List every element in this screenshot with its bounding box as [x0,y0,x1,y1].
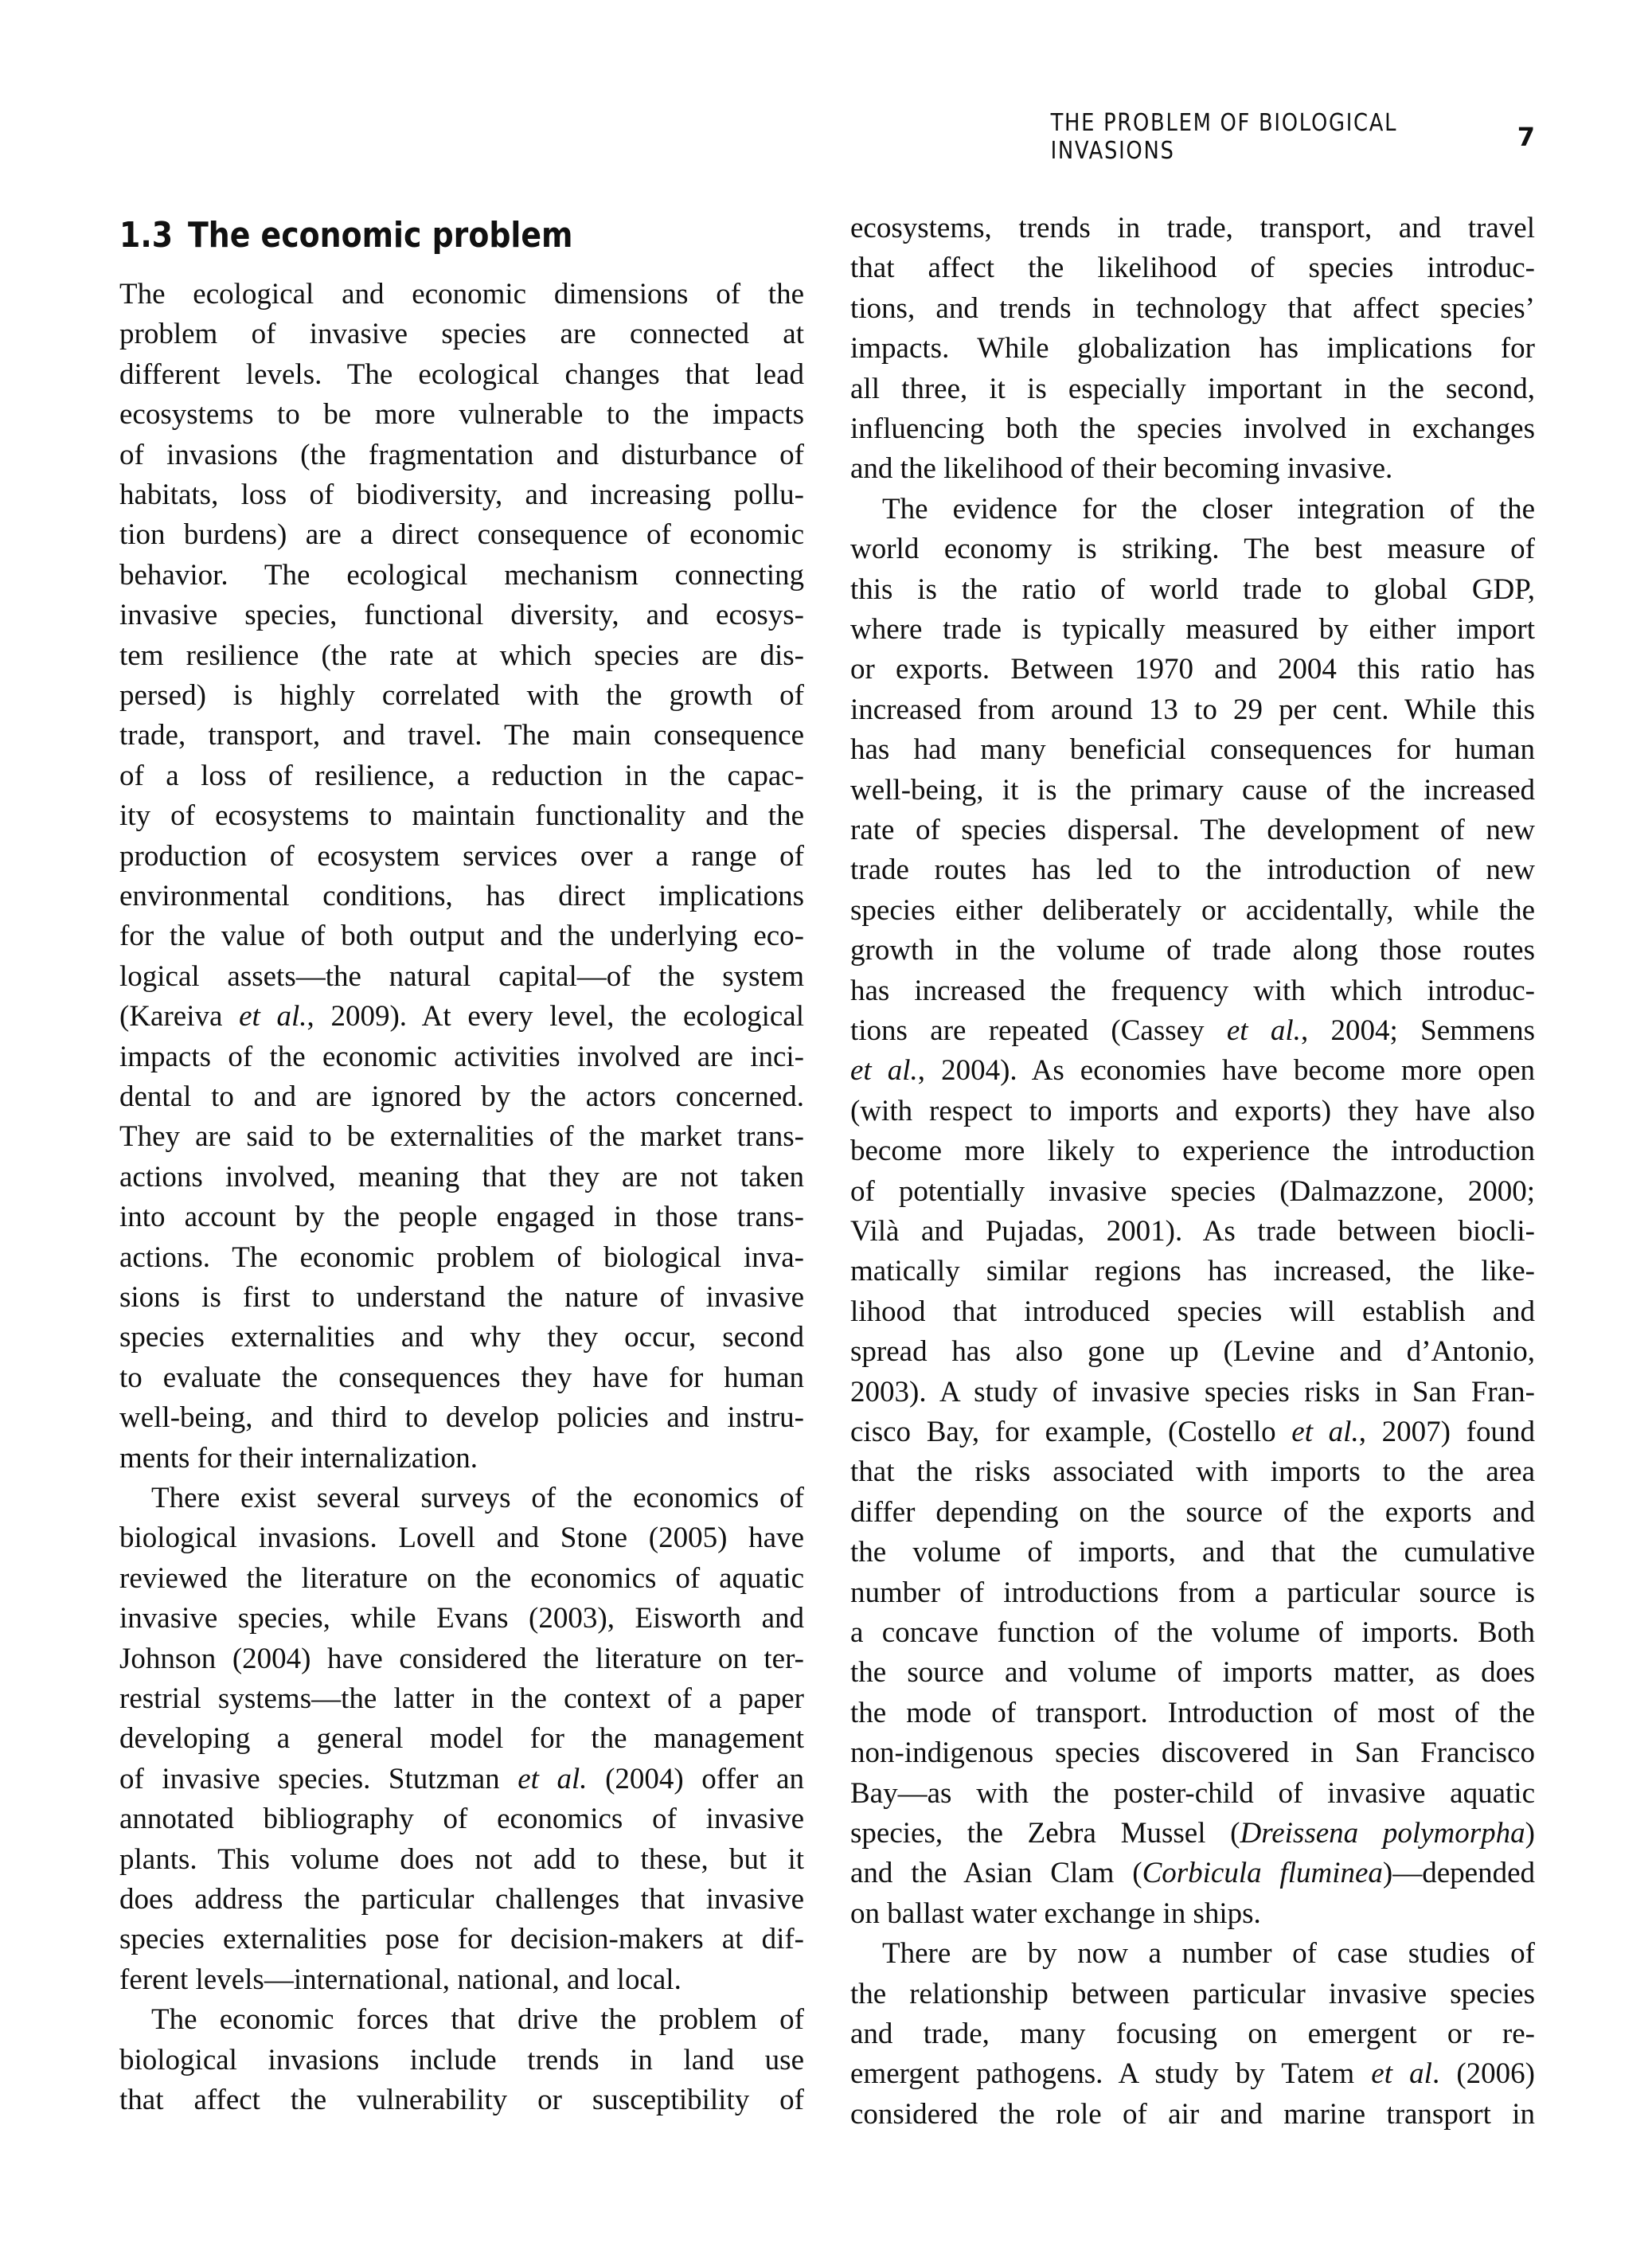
text-line [119,997,804,1037]
text-line: of a loss of resilience, a reduction in the capac- [119,759,804,792]
italic-run: et al. [850,1054,918,1088]
text-line: Johnson (2004) have considered the literature on ter- [119,1642,804,1675]
text-line: restrial systems—the latter in the context of a paper [119,1682,804,1715]
text-line: become more likely to experience the introduction [850,1135,1535,1168]
text-line: matically similar regions has increased, the like- [850,1255,1535,1288]
text-line: rate of species dispersal. The development of new [850,814,1535,846]
text-line: biological invasions include trends in land use [119,2043,804,2076]
text-line: ecosystems to be more vulnerable to the impacts [119,398,804,432]
text-run: (2004) offer an [587,1762,804,1795]
text-line: ity of ecosystems to maintain functionality and the [119,799,804,833]
text-line: influencing both the species involved in exchanges [850,412,1535,445]
text-run: and the Asian Clam ( [850,1857,1142,1890]
text-line: tem resilience (the rate at which species are dis- [119,639,804,672]
text-line: of invasions (the fragmentation and disturbance of [119,438,804,471]
text-line: tion burdens) are a direct consequence of economic [119,518,804,552]
text-line: that the risks associated with imports to the area [850,1455,1535,1489]
italic-run: et al. [239,1000,307,1033]
text-line: impacts of the economic activities involved are inci- [119,1040,804,1073]
text-line: considered the role of air and marine transport in [850,2097,1535,2131]
text-line: the source and volume of imports matter, as does [850,1656,1535,1690]
text-run: , 2004). As economies have become more open [917,1054,1536,1088]
text-line: that affect the vulnerability or susceptibility of [119,2084,804,2116]
text-line: differ depending on the source of the exports and [850,1495,1535,1529]
text-run: . (2006) [1431,2057,1536,2091]
section-heading [119,215,572,256]
text-line: to evaluate the consequences they have for human [119,1361,804,1394]
text-line: ferent levels—international, national, and local. [119,1963,681,1996]
text-line: into account by the people engaged in those trans- [119,1201,804,1234]
text-line: and trade, many focusing on emergent or re- [850,2018,1535,2050]
text-run: species, the Zebra Mussel ( [850,1817,1240,1850]
text-line: The evidence for the closer integration of the [882,492,1535,525]
text-run: , 2009). At every level, the ecological [307,1000,804,1033]
text-line: reviewed the literature on the economics of aquatic [119,1561,804,1595]
text-line: species externalities pose for decision-makers at dif- [119,1923,804,1956]
text-line: actions. The economic problem of biological inva- [119,1240,804,1274]
text-line: dental to and are ignored by the actors concerned. [119,1080,804,1113]
text-line [850,1051,1535,1091]
text-line: has had many beneficial consequences for human [850,733,1535,767]
text-run: , 2007) found [1358,1416,1535,1448]
text-line: non-indigenous species discovered in San Francisco [850,1737,1535,1770]
text-line: The ecological and economic dimensions of the [119,278,804,311]
text-line: They are said to be externalities of the market trans- [119,1120,804,1154]
text-run: , 2004; Semmens [1300,1014,1535,1047]
italic-run: et al. [1291,1416,1359,1448]
text-line: where trade is typically measured by either import [850,613,1535,646]
running-head-title: THE PROBLEM OF BIOLOGICAL INVASIONS [1050,109,1398,165]
text-line: ments for their internalization. [119,1441,478,1475]
text-line: different levels. The ecological changes that lead [119,357,804,391]
text-line: habitats, loss of biodiversity, and increasing pollu- [119,479,804,511]
text-line: or exports. Between 1970 and 2004 this ratio has [850,653,1535,686]
text-line: sions is first to understand the nature of invasive [119,1281,804,1314]
text-line: impacts. While globalization has implications for [850,332,1535,365]
section-title: The economic problem [187,215,573,256]
running-head [979,109,1537,165]
text-line: spread has also gone up (Levine and d’Antonio, [850,1335,1535,1369]
text-line: tions, and trends in technology that affect species’ [850,291,1535,325]
text-line [850,1011,1535,1051]
text-line: invasive species, functional diversity, and ecosys- [119,599,804,632]
text-line: species either deliberately or accidentally, while the [850,893,1535,927]
text-line: increased from around 13 to 29 per cent. While this [850,693,1535,726]
italic-run: et al. [1226,1014,1301,1047]
text-line: invasive species, while Evans (2003), Eisworth and [119,1602,804,1635]
text-line: a concave function of the volume of imports. Both [850,1616,1535,1649]
text-run: cisco Bay, for example, (Costello [850,1416,1292,1448]
text-line: on ballast water exchange in ships. [850,1897,1261,1930]
italic-run: et al. [517,1762,588,1795]
italic-run: Corbicula fluminea [1142,1857,1383,1890]
text-line: developing a general model for the management [119,1722,804,1756]
text-line: production of ecosystem services over a range of [119,839,804,873]
text-line: growth in the volume of trade along those routes [850,934,1535,967]
text-line [850,1814,1535,1854]
text-line: 2003). A study of invasive species risks in San Fran- [850,1375,1535,1408]
text-line: problem of invasive species are connected at [119,318,804,351]
text-line [850,1412,1535,1452]
text-line: number of introductions from a particular source is [850,1576,1535,1609]
text-run: emergent pathogens. A study by Tatem [850,2057,1372,2091]
text-line: lihood that introduced species will establish and [850,1295,1535,1328]
text-line: that affect the likelihood of species introduc- [850,252,1535,285]
text-line [119,1760,804,1799]
text-line: and the likelihood of their becoming invasive. [850,452,1393,486]
text-line: biological invasions. Lovell and Stone (2005) have [119,1522,804,1555]
text-line: this is the ratio of world trade to global GDP, [850,572,1535,606]
text-run: (Kareiva [119,1000,240,1033]
text-line: has increased the frequency with which introduc- [850,974,1535,1007]
text-line [850,2054,1535,2094]
text-line: The economic forces that drive the problem of [151,2003,804,2037]
text-line: (with respect to imports and exports) they have also [850,1094,1535,1127]
text-line: world economy is striking. The best measure of [850,533,1535,566]
text-line: plants. This volume does not add to these, but it [119,1842,804,1876]
italic-run: et al [1371,2057,1432,2091]
text-run: of invasive species. Stutzman [119,1762,518,1795]
text-line [850,1854,1535,1893]
text-line: does address the particular challenges that invasive [119,1883,804,1916]
text-line: trade routes has led to the introduction of new [850,854,1535,887]
text-line: logical assets—the natural capital—of the system [119,959,804,993]
text-line: actions involved, meaning that they are not taken [119,1160,804,1194]
text-line: for the value of both output and the underlying eco- [119,920,804,953]
text-line: of potentially invasive species (Dalmazzone, 2000; [850,1174,1535,1208]
text-run: )—depended [1382,1857,1535,1890]
italic-run: Dreissena polymorpha [1240,1817,1525,1850]
text-line: the mode of transport. Introduction of most of the [850,1696,1535,1729]
page-number: 7 [1517,122,1537,152]
text-line: persed) is highly correlated with the growth of [119,679,804,712]
text-line: ecosystems, trends in trade, transport, and travel [850,212,1535,244]
text-line: all three, it is especially important in the second, [850,372,1535,405]
text-run: ) [1525,1817,1535,1850]
text-line: Vilà and Pujadas, 2001). As trade between biocli- [850,1215,1535,1248]
text-line: There are by now a number of case studies of [882,1937,1535,1971]
text-line: the volume of imports, and that the cumulative [850,1536,1535,1569]
text-line: well-being, and third to develop policies and instru- [119,1401,804,1435]
text-line: trade, transport, and travel. The main consequence [119,719,804,752]
text-line: the relationship between particular invasive species [850,1977,1535,2010]
section-number: 1.3 [119,215,174,256]
text-line: behavior. The ecological mechanism connecting [119,558,804,592]
text-line: well-being, it is the primary cause of the increased [850,773,1535,807]
text-line: annotated bibliography of economics of invasive [119,1803,804,1836]
text-line: There exist several surveys of the economics of [151,1482,804,1514]
text-line: species externalities and why they occur, second [119,1321,804,1354]
text-line: environmental conditions, has direct implications [119,880,804,912]
text-run: tions are repeated (Cassey [850,1014,1227,1047]
text-line: Bay—as with the poster-child of invasive aquatic [850,1776,1535,1810]
